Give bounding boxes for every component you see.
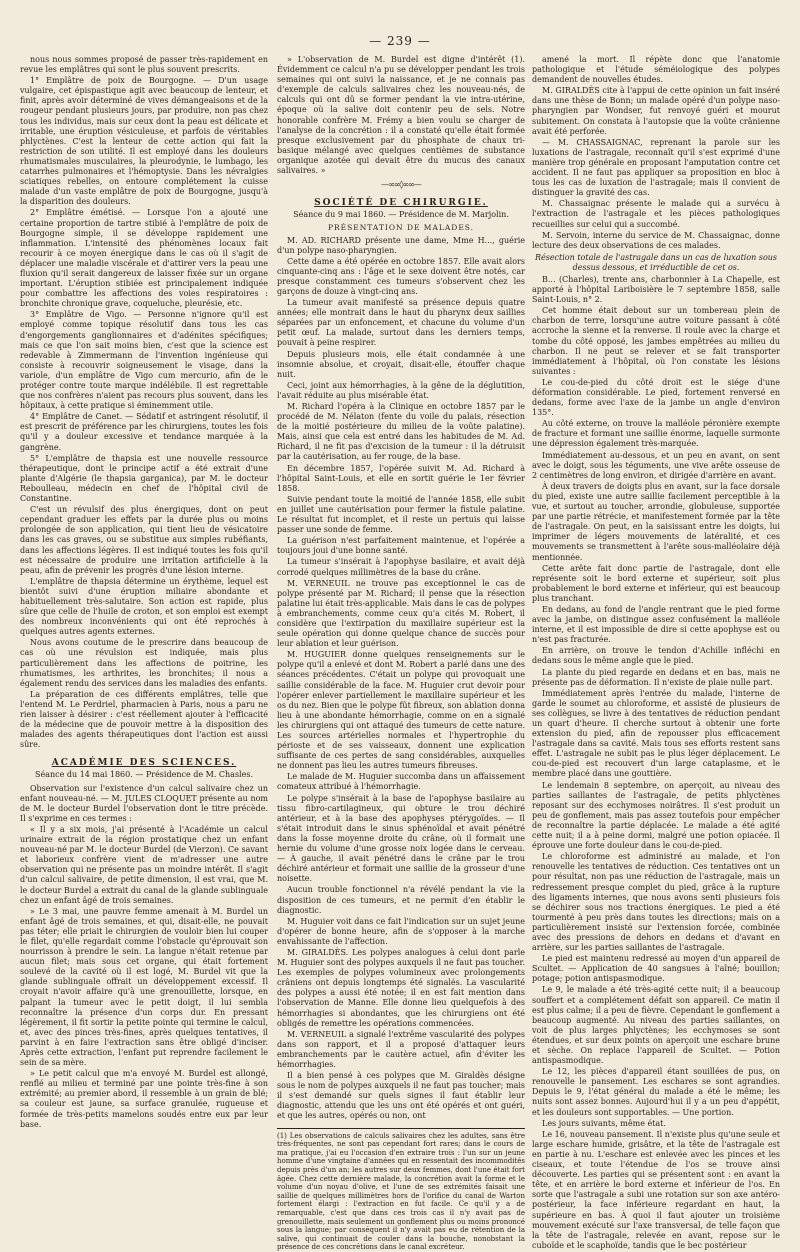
paragraph: Il a bien pensé à ces polypes que M. Giraldès désigne sous le nom de polypes auxquels il ne faut pas toucher; mais il s'est demandé sur quels signes il faut établir leur diagnostic, attendu que les uns ont été opérés et ont guéri, et que les autres, opérés ou non, ont: [277, 1071, 525, 1121]
paragraph: Le 16, nouveau pansement. Il n'existe plus qu'une seule et large eschare humide, grisâtre, et la tête de l'astragale est en partie à nu. L'eschare est enlevée avec les pinces et les ciseaux, et toute l'étendue de l'os se trouve ainsi découverte. Les parties qui se présentent sont : en avant la tête, et en arrière le bord externe et inférieur de l'os. En sorte que l'astragale a subi une rotation sur son axe antéro-postérieur, la face inférieure regardant en haut, la supérieure en bas. À quoi il faut ajouter un troisième mouvement exécuté sur l'axe transversal, de telle façon que la tête de l'astragale, relevée en avant, repose sur le cuboïde et le scaphoïde, tandis que le bec postérieur: [532, 1129, 780, 1250]
paragraph: Le 9, le malade a été très-agité cette nuit; il a beaucoup souffert et a complétement défait son appareil. Ce matin il est plus calme; il a peu de fièvre. Cependant le gonflement a beaucoup augmenté. Au niveau des parties saillantes, on voit de plus larges phlyctènes; les ecchymoses se sont étendues, et sur deux points on aperçoit une eschare brune et sèche. On replace l'appareil de Scultet. — Potion antispasmodique.: [532, 985, 780, 1066]
page-number: — 239 —: [369, 34, 431, 48]
paragraph: B... (Charles), trente ans, charbonnier à La Chapelle, est apporté à l'hôpital Lariboisière le 7 septembre 1858, salle Saint-Louis, n° 2.: [532, 274, 780, 305]
session-line: Séance du 9 mai 1860. — Présidence de M. Marjolin.: [293, 210, 509, 220]
paragraph: L'emplâtre de thapsia détermine un érythème, lequel est bientôt suivi d'une éruption miliaire abondante et habituellement très-salutaire. Son action est rapide, plus sûre que celle de l'huile de croton, et son emploi est exempt des nombreux inconvénients qui ont été reprochés à quelques autres agents externes.: [20, 576, 268, 637]
paragraph: « Il y a six mois, j'ai présenté à l'Académie un calcul urinaire extrait de la région prostatique chez un enfant nouveau-né par M. le docteur Burdel (de Vierzon). Ce savant et laborieux confrère vient de m'adresser une autre observation qui ne présente pas un moindre intérêt. Il s'agit d'un calcul salivaire, de petite dimension, il est vrai, que M. le docteur Burdel a extrait du canal de la glande sublinguale chez un enfant âgé de trois semaines.: [20, 824, 268, 905]
paragraph: La tumeur s'insérait à l'apophyse basilaire, et avait déjà corrodé quelques millimètres de la base du crâne.: [277, 557, 525, 577]
col3-paragraphs-2: [532, 275, 780, 1251]
paragraph: Le chloroforme est administré au malade, et l'on renouvelle les tentatives de réduction. Ces tentatives ont un pour résultat, non pas une réduction de l'astragale, mais un redressement presque complet du pied, grâce à la rupture des ligaments internes, que nous avons senti plusieurs fois se déchirer sous nos tractions énergiques. Le pied a été tourmenté à peu près dans toutes les directions; mais on a particulièrement insisté sur l'extension forcée, combinée avec des pressions de dehors en dedans et d'avant en arrière, sur les parties saillantes de l'astragale.: [532, 852, 780, 953]
session-line: Séance du 14 mai 1860. — Présidence de M. Chasles.: [34, 770, 253, 780]
paragraph: La guérison n'est parfaitement maintenue, et l'opérée a toujours joui d'une bonne santé.: [277, 536, 525, 556]
paragraph: Le cou-de-pied du côté droit est le siége d'une déformation considérable. Le pied, fortement renversé en dedans, forme avec l'axe de la jambe un angle d'environ 135°.: [532, 377, 780, 418]
column-right: [532, 55, 780, 1250]
col1-paragraphs: [20, 55, 268, 750]
paragraph: Immédiatement après l'entrée du malade, l'interne de garde le soumet au chloroforme, et assisté de plusieurs de ses collègues, se livre à des tentatives de réduction pendant un quart d'heure. Il cherche surtout à obtenir une forte extension du pied, afin de repousser plus efficacement l'astragale dans sa cavité. Mais tous ses efforts restent sans effet. L'astragale ne subit pas le plus léger déplacement. Le cou-de-pied est recouvert d'un large cataplasme, et le membre placé dans une gouttière.: [532, 688, 780, 779]
paragraph: Le 12, les pièces d'appareil étant souillées de pus, on renouvelle le pansement. Les eschares se sont agrandies. Depuis le 9, l'état général du malade a été le même; les nuits sont assez bonnes. Aujourd'hui il y a un peu d'appétit, et les douleurs sont supportables. — Une portion.: [532, 1067, 780, 1117]
paragraph: Suivie pendant toute la moitié de l'année 1858, elle subit en juillet une cautérisation pour fermer la fistule palatine. Le résultat fut incomplet, et il reste un pertuis qui laisse passer une sonde de femme.: [277, 494, 525, 535]
footnote: (1) Les observations de calculs salivaires chez les adultes, sans être très-fréquentes, ne sont pas cependant fort rares; dans le cours de ma pratique, j'ai eu l'occasion d'en extraire trois : l'un sur un jeune homme d'une vingtaine d'années qui en ressentait des incommodités depuis près d'un an; les autres sur deux femmes, dont l'une était fort âgée. Chez cette dernière malade, la concrétion avait la forme et le volume d'un noyau d'olive, et l'une de ses extrémités faisait une saillie de quelques millimètres hors de l'orifice du canal de Warton fortement élargi : l'extraction en fut facile. Ce qu'il y a de remarquable, c'est que dans ces trois cas il n'y avait pas de grenouillette, mais seulement un gonflement plus ou moins prononcé sous la langue; par conséquent il n'y avait pas eu de rétention de la salive, qui continuait de couler dans la bouche, nonobstant la présence de ces concrétions dans le canal excréteur.: [277, 1128, 525, 1252]
paragraph: 4° Emplâtre de Canet. — Sédatif et astringent résolutif, il est prescrit de préférence par les chirurgiens, toutes les fois qu'il y a douleur excessive et tendance marquée à la gangrène.: [20, 412, 268, 452]
col3-paragraphs: [532, 55, 780, 251]
col2-paragraphs-2: [277, 236, 525, 1122]
paragraph: Nous avons coutume de le prescrire dans beaucoup de cas où une révulsion est indiquée, mais plus particulièrement dans les affections de poitrine, les rhumatismes, les arthrites, les bronchites; il nous a également rendu des services dans les maladies des enfants.: [20, 638, 268, 688]
paragraph: En dedans, au fond de l'angle rentrant que le pied forme avec la jambe, on distingue assez confusément la malléole interne, et il est impossible de dire si cette apophyse est ou n'est pas fracturée.: [532, 604, 780, 645]
paragraph: Le malade de M. Huguier succomba dans un affaissement comateux attribué à l'hémorrhagie.: [277, 772, 525, 792]
col1-paragraphs-2: [20, 784, 268, 1130]
paragraph: Observation sur l'existence d'un calcul salivaire chez un enfant nouveau-né. — M. JULES CLOQUET présente au nom de M. le docteur Burdel l'observation dont le titre précède. Il s'exprime en ces termes :: [20, 783, 268, 823]
paragraph: M. Richard l'opéra à la Clinique en octobre 1857 par le procédé de M. Nélaton (fente du voile du palais, résection de la moitié postérieure du milieu de la voûte palatine). Mais, ainsi que cela est entré dans les habitudes de M. Ad. Richard, il ne fit pas d'excision de la tumeur : il la détruisit par la cautérisation, au fer rouge, de la base.: [277, 402, 525, 462]
paragraph: Depuis plusieurs mois, elle était condamnée à une insomnie absolue, et croyait, disait-elle, étouffer chaque nuit.: [277, 349, 525, 379]
column-middle: [277, 55, 525, 1252]
paragraph: M. AD. RICHARD présente une dame, Mme H..., guérie d'un polype naso-pharyngien.: [277, 235, 525, 255]
paragraph: amené la mort. Il répète donc que l'anatomie pathologique et l'étude séméiologique des polypes demandent de nouvelles études.: [532, 55, 780, 85]
paragraph: La tumeur avait manifesté sa présence depuis quatre années; elle montrait dans le haut du pharynx deux saillies séparées par un enfoncement, et chacune du volume d'un petit œuf. La malade, surtout dans les derniers temps, pouvait à peine respirer.: [277, 298, 525, 348]
paragraph: nous nous sommes proposé de passer très-rapidement en revue les emplâtres qui sont le plus souvent prescrits.: [20, 55, 268, 75]
paragraph: M. HUGUIER donne quelques renseignements sur le polype qu'il a enlevé et dont M. Robert a parlé dans une des séances précédentes. C'était un polype qui provoquait une saillie considérable de la face. M. Huguier crut devoir pour l'opérer enlever partiellement le maxillaire supérieur et les os du nez. Bien que le polype fût fibreux, son ablation donna lieu à une abondante hémorrhagie, comme on en a signalé les chirurgiens qui ont attaqué des tumeurs de cette nature. Les sources artérielles normales et l'hypertrophie du périoste et de ses vaisseaux, donnent une explication suffisante de ces pertes de sang considérables, auxquelles ne donnent pas lieu les autres tumeurs fibreuses.: [277, 650, 525, 771]
paragraph: En décembre 1857, l'opérée suivit M. Ad. Richard à l'hôpital Saint-Louis, et elle en sortit guérie le 1er février 1858.: [277, 463, 525, 493]
paragraph: Immédiatement au-dessous, et un peu en avant, on sent avec le doigt, sous les téguments, une vive arête osseuse de 2 centimètres de long environ, et dirigée d'arrière en avant.: [532, 450, 780, 480]
col2-paragraphs: [277, 55, 525, 176]
section-divider: —∞∞◊∞∞—: [381, 180, 421, 190]
paragraph: Cette dame a été opérée en octobre 1857. Elle avait alors cinquante-cinq ans : l'âge et le sexe doivent être notés, car presque constamment ces tumeurs s'observent chez les garçons de douze à vingt-cinq ans.: [277, 256, 525, 296]
paragraph: La préparation de ces différents emplâtres, telle que l'entend M. Le Perdriel, pharmacien à Paris, nous a paru ne rien laisser à désirer : c'est réellement ajouter à l'efficacité de la médecine que de pouvoir mettre à la disposition des malades des agents thérapeutiques dont l'action est aussi sûre.: [20, 689, 268, 750]
column-left: [20, 55, 268, 1155]
paragraph: » Le petit calcul que m'a envoyé M. Burdel est allongé, renflé au milieu et terminé par une pointe très-fine à son extrémité; au premier abord, il ressemble à un grain de blé; sa couleur est jaune, sa surface granulée, rugueuse et formée de très-petits mamelons soudés entre eux par leur base.: [20, 1069, 268, 1129]
subheading-presentation: PRÉSENTATION DE MALADES.: [327, 223, 475, 233]
paragraph: Cet homme était debout sur un tombereau plein de charbon de terre, lorsqu'une autre voiture passant à côté accroche la sienne et la renverse. Il roule avec la charge et tombe du côté opposé, les jambes empêtrées au milieu du charbon. Il ne peut se relever et se fait transporter immédiatement à l'hôpital, où l'on constate les lésions suivantes :: [532, 306, 780, 376]
paragraph: C'est un révulsif des plus énergiques, dont on peut cependant graduer les effets par la durée plus ou moins prolongée de son application, qui tient lieu de vésicatoire dans les cas graves, ou se substitue aux simples rubéfiants, dans les affections légères. Il est indiqué toutes les fois qu'il est nécessaire de produire une irritation artificielle à la peau, afin de prévenir les progrès d'une lésion interne.: [20, 505, 268, 575]
paragraph: Le pied est maintenu redressé au moyen d'un appareil de Scultet. — Application de 40 sangsues à l'aîné; bouillon; potage; potion antispasmodique.: [532, 954, 780, 984]
paragraph: M. GIRALDÈS cite à l'appui de cette opinion un fait inséré dans une thèse de Bonn; un malade opéré d'un polype naso-pharyngien par Wondser, fut renvoyé guéri et mourut subitement. On constata à l'autopsie que la voûte crânienne avait été perforée.: [532, 86, 780, 136]
paragraph: 2° Emplâtre émétisé. — Lorsque l'on a ajouté une certaine proportion de tartre stibié à l'emplâtre de poix de Bourgogne simple, il se développe rapidement une inflammation. L'intensité des phénomènes locaux fait recourir à ce moyen énergique dans le cas où il s'agit de déplacer une maladie viscérale et d'attirer vers la peau une fluxion qu'il serait dangereux de laisser fixée sur un organe important. L'éruption stibiée est principalement indiquée pour combattre les affections des voies respiratoires : bronchite chronique grave, coqueluche, pleurésie, etc.: [20, 208, 268, 309]
paragraph: Au côté externe, on trouve la malléole péronière exempte de fracture et formant une saillie énorme, laquelle surmonte une dépression également très-marquée.: [532, 419, 780, 449]
paragraph: Le polype s'insérait à la base de l'apophyse basilaire au tissu fibro-cartilagineux, qui obture le trou déchiré antérieur, et à la base des apophyses ptérygoïdes. — Il s'était introduit dans le sinus sphénoïdal et avait pénétré dans la fosse moyenne droite du crâne, où il formait une hernie du volume d'une grosse noix logée dans le cerveau. — À gauche, il avait pénétré dans le crâne par le trou déchiré antérieur et formait une saillie de la grosseur d'une noisette.: [277, 793, 525, 884]
paragraph: Le lendemain 8 septembre, on aperçoit, au niveau des parties saillantes de l'astragale, de petits phlyctènes reposant sur des ecchymoses noirâtres. Il s'est produit un peu de gonflement, mais pas assez toutefois pour empêcher de reconnaître la partie déplacée. Le malade a été agité cette nuit; il a à peine dormi, malgré une potion opiacée. Il éprouve une forte douleur dans le cou-de-pied.: [532, 780, 780, 851]
observation-heading: Résection totale de l'astragale dans un cas de luxation sous dessus dessous, et irréductible de cet os.: [534, 252, 778, 272]
paragraph: » Le 3 mai, une pauvre femme amenait à M. Burdel un enfant âgé de trois semaines, et qui, disait-elle, ne pouvait pas téter; elle priait le chirurgien de vouloir bien lui couper le filet, qu'elle regardait comme l'obstacle qu'éprouvait son nourrisson à prendre le sein. La langue n'était retenue par aucun filet; mais sous cet organe, qui était fortement soulevé de la cavité où il est logé, M. Burdel vit que la glande sublinguale offrait un développement excessif. Il croyait n'avoir affaire qu'à une grenouillette, lorsque, en palpant la tumeur avec le petit doigt, il lui sembla reconnaître la présence d'un corps dur. En pressant légèrement, il fit sortir la petite pointe qui termine le calcul, et, avec des pinces très-fines, après quelques tentatives, il parvint à en faire l'extraction sans être obligé d'inciser. Après cette extraction, l'enfant put reprendre facilement le sein de sa mère.: [20, 906, 268, 1068]
paragraph: Ceci, joint aux hémorrhagies, à la gêne de la déglutition, l'avait réduite au plus misérable état.: [277, 380, 525, 400]
paragraph: 3° Emplâtre de Vigo. — Personne n'ignore qu'il est employé comme topique résolutif dans tous les cas d'engorgements ganglionnaires et d'adénites spécifiques; mais ce que l'on sait moins bien, c'est que la science est redevable à Zimmermann de l'invention ingénieuse qui consiste à recouvrir soigneusement le visage, dans la variole, d'un emplâtre de Vigo cum mercurio, afin de le protéger contre toute marque indélébile. Il est regrettable que nos confrères n'aient pas recours plus souvent, dans les hôpitaux, à cette pratique si éminemment utile.: [20, 310, 268, 411]
paragraph: 5° L'emplâtre de thapsia est une nouvelle ressource thérapeutique, dont le principe actif a été extrait d'une plante d'Algérie (le thapsia garganica), par M. le docteur Reboulleau, médecin en chef de l'hôpital civil de Constantine.: [20, 453, 268, 504]
paragraph: En arrière, on trouve le tendon d'Achille infléchi en dedans sous le même angle que le pied.: [532, 646, 780, 666]
paragraph: M. Chassaignac présente le malade qui a survécu à l'extraction de l'astragale et les pièces pathologiques recueillies sur celui qui a succombé.: [532, 199, 780, 229]
section-title-chirurgie: SOCIÉTÉ DE CHIRURGIE.: [314, 198, 488, 209]
paragraph: — M. CHASSAIGNAC, reprenant la parole sur les luxations de l'astragale, reconnaît qu'il s'est exprimé d'une manière trop générale en proposant l'amputation contre cet accident. Il ne faut pas appliquer sa proposition en bloc à tous les cas de luxation de l'astragale; mais il convient de distinguer la gravité des cas.: [532, 137, 780, 198]
paragraph: Cette arête fait donc partie de l'astragale, dont elle représente soit le bord externe et supérieur, soit plus probablement le bord externe et inférieur, qui est beaucoup plus tranchant.: [532, 563, 780, 603]
paragraph: » L'observation de M. Burdel est digne d'intérêt (1). Évidemment ce calcul n'a pu se développer pendant les trois semaines qui ont suivi la naissance, et je ne connais pas d'exemple de calculs salivaires chez les nouveau-nés, de calculs qui ont dû se former pendant la vie intra-utérine, époque où la salive doit contenir peu de sels. Notre honorable confrère M. Frémy a bien voulu se charger de l'analyse de la concrétion : il a constaté qu'elle était formée presque exclusivement par du phosphate de chaux tri-basique mélangé avec quelques centièmes de substance organique azotée qui devait être du mucus des canaux salivaires. »: [277, 55, 525, 176]
paragraph: M. Huguier voit dans ce fait l'indication sur un sujet jeune d'opérer de bonne heure, afin de s'opposer à la marche envahissante de l'affection.: [277, 916, 525, 946]
paragraph: À deux travers de doigts plus en avant, sur la face dorsale du pied, existe une autre saillie facilement perceptible à la vue, et surtout au toucher, arrondie, globuleuse, supportée par une partie rétrécie, et manifestement formée par la tête de l'astragale. On peut, en la saisissant entre les doigts, lui imprimer de légers mouvements de latéralité, et ces mouvements se transmettent à l'arête sous-malléolaire déjà mentionnée.: [532, 481, 780, 562]
paragraph: 1° Emplâtre de poix de Bourgogne. — D'un usage vulgaire, cet épispastique agit avec beaucoup de lenteur, et finit, après avoir déterminé de vives démangeaisons et de la rougeur pendant plusieurs jours, par produire, non pas chez tous les individus, mais sur ceux dont la peau est délicate et irritable, une éruption vésiculeuse, et parfois de véritables phlyctènes. C'est la lenteur de cette action qui fait la restriction de son utilité. Il est employé dans les douleurs rhumatismales musculaires, la pleurodynie, le lumbago, les catarrhes pulmonaires et l'hémoptysie. Dans les névralgies sciatiques rebelles, on entoure complétement la cuisse malade d'un vaste emplâtre de poix de Bourgogne, jusqu'à la disparition des douleurs.: [20, 76, 268, 207]
paragraph: La plante du pied regarde en dedans et en bas, mais ne présente pas de déformation. Il n'existe de plaie nulle part.: [532, 667, 780, 687]
paragraph: Les jours suivants, même état.: [542, 1118, 666, 1128]
paragraph: M. Servoin, interne du service de M. Chassaignac, donne lecture des deux observations de ces malades.: [532, 230, 780, 250]
paragraph: Aucun trouble fonctionnel n'a révélé pendant la vie la disposition de ces tumeurs, et ne permit d'en établir le diagnostic.: [277, 885, 525, 915]
paragraph: M. VERNEUIL a signalé l'extrême vascularité des polypes dans son rapport, et il a proposé d'attaquer leurs embranchements par le cautère actuel, afin d'éviter les hémorrhagies.: [277, 1029, 525, 1069]
paragraph: M. VERNEUIL ne trouve pas exceptionnel le cas de polype présenté par M. Richard; il pense que la résection palatine lui était très-applicable. Mais dans le cas de polypes à embranchements, comme ceux qu'a cités M. Robert, il considère que l'extirpation du maxillaire supérieur est la seule opération qui donne quelque chance de succès pour leur ablation et leur guérison.: [277, 578, 525, 649]
paragraph: M. GIRALDÈS. Les polypes analogues à celui dont parle M. Huguier sont des polypes auxquels il ne faut pas toucher. Les exemples de polypes volumineux avec prolongements crâniens ont depuis longtemps été signalés. La vascularité des polypes a aussi été notée; il en est fait mention dans l'observation de Manne. Elle donne lieu quelquefois à des hémorrhagies si abondantes, que les chirurgiens ont été obligés de remettre les opérations commencées.: [277, 947, 525, 1028]
section-title-academie: ACADÉMIE DES SCIENCES.: [51, 758, 237, 769]
